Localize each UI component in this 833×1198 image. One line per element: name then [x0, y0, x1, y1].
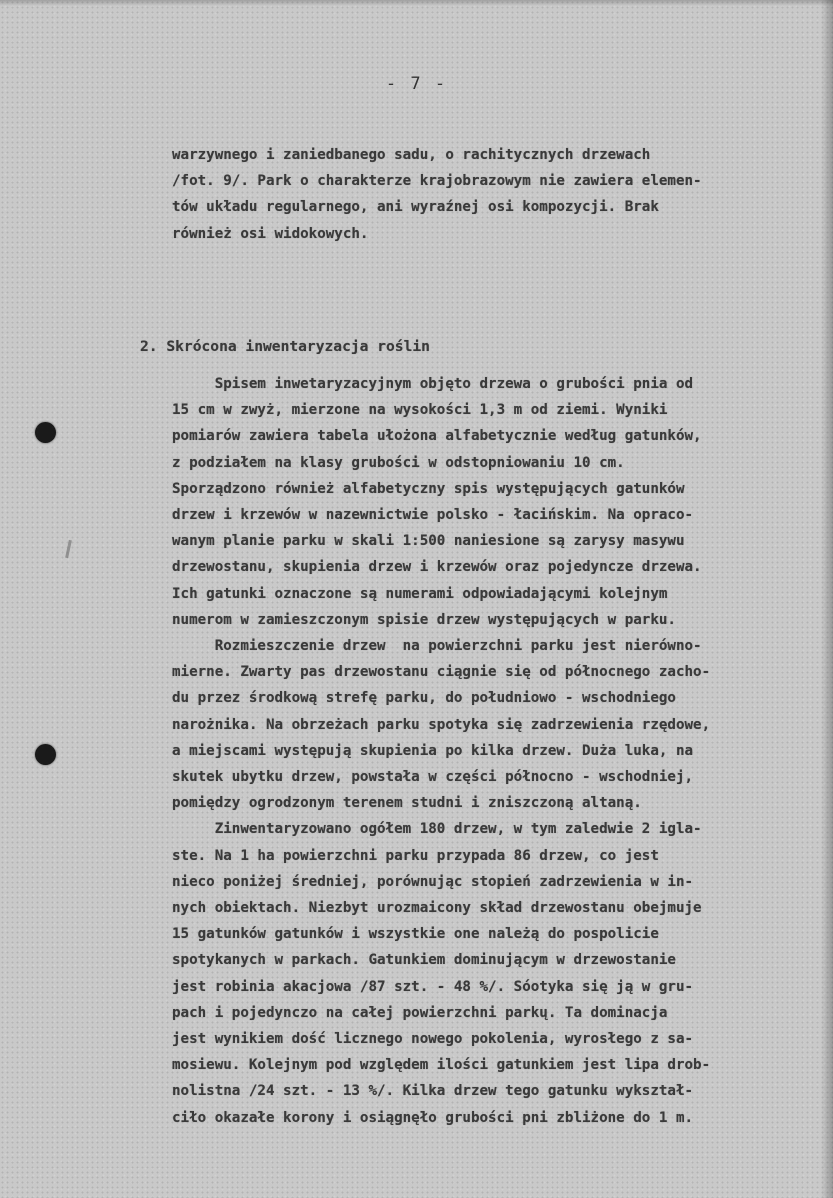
- intro-line: warzywnego i zaniedbanego sadu, o rachitycznych drzewach: [172, 147, 651, 163]
- body-line: z podziałem na klasy grubości w odstopniowaniu 10 cm.: [172, 454, 625, 471]
- body-line: drzewostanu, skupienia drzew i krzewów oraz pojedyncze drzewa.: [172, 559, 702, 576]
- intro-line: również osi widokowych.: [172, 225, 369, 242]
- body-line: Ich gatunki oznaczone są numerami odpowiadającymi kolejnym: [172, 585, 668, 602]
- body-line: 15 gatunków gatunków i wszystkie one należą do pospolicie: [172, 926, 659, 943]
- body-line: pach i pojedynczo na całej powierzchni parkų. Ta dominacja: [172, 1004, 668, 1021]
- margin-mark: [65, 540, 72, 558]
- body-line: mosiewu. Kolejnym pod względem ilości gatunkiem jest lipa drob-: [172, 1057, 711, 1074]
- body-line: nolistna /24 szt. - 13 %/. Kilka drzew tego gatunku wykształ-: [172, 1083, 694, 1100]
- page-number: - 7 -: [385, 74, 448, 94]
- body-line: Spisem inwetaryzacyjnym objęto drzewa o grubości pnia od: [172, 376, 694, 392]
- body-line: drzew i krzewów w nazewnictwie polsko - łacińskim. Na opraco-: [172, 507, 694, 524]
- body-line: ste. Na 1 ha powierzchni parku przypada 86 drzew, co jest: [172, 847, 659, 864]
- page-top-shadow: [0, 0, 833, 6]
- body-line: 15 cm w zwyż, mierzone na wysokości 1,3 m od ziemi. Wyniki: [172, 402, 668, 419]
- body-line: Sporządzono również alfabetyczny spis występujących gatunków: [172, 480, 685, 497]
- body-line: pomiędzy ogrodzonym terenem studni i zniszczoną altaną.: [172, 795, 642, 812]
- body-line: narożnika. Na obrzeżach parku spotyka się zadrzewienia rzędowe,: [172, 716, 711, 733]
- punch-hole-top: [35, 422, 56, 443]
- body-line: spotykanych w parkach. Gatunkiem dominującym w drzewostanie: [172, 952, 676, 969]
- body-line: mierne. Zwarty pas drzewostanu ciągnie się od północnego zacho-: [172, 664, 711, 681]
- body-line: ciło okazałe korony i osiągnęło grubości pni zbliżone do 1 m.: [172, 1109, 694, 1126]
- intro-line: /fot. 9/. Park o charakterze krajobrazowym nie zawiera elemen-: [172, 173, 702, 190]
- body-line: a miejscami występują skupienia po kilka drzew. Duża luka, na: [172, 742, 694, 759]
- body-line: wanym planie parku w skali 1:500 naniesione są zarysy masywu: [172, 533, 685, 550]
- body-line: Rozmieszczenie drzew na powierzchni parku jest nierówno-: [172, 638, 702, 655]
- intro-paragraph: [172, 142, 702, 247]
- intro-line: tów układu regularnego, ani wyraźnej osi kompozycji. Brak: [172, 199, 659, 216]
- punch-hole-bottom: [35, 744, 56, 765]
- body-line: jest robinia akacjowa /87 szt. - 48 %/. Sóotyka się ją w gru-: [172, 978, 694, 995]
- body-line: nieco poniżej średniej, porównując stopień zadrzewienia w in-: [172, 873, 694, 890]
- body-line: Zinwentaryzowano ogółem 180 drzew, w tym zaledwie 2 igla-: [172, 821, 702, 838]
- body-line: du przez środkową strefę parku, do południowo - wschodniego: [172, 690, 676, 707]
- body-line: jest wynikiem dość licznego nowego pokolenia, wyrosłego z sa-: [172, 1031, 694, 1048]
- body-line: pomiarów zawiera tabela ułożona alfabetycznie według gatunków,: [172, 428, 702, 445]
- page-right-shadow: [821, 0, 833, 1198]
- body-line: skutek ubytku drzew, powstała w części północno - wschodniej,: [172, 769, 694, 786]
- body-paragraphs: [172, 371, 710, 1131]
- body-line: nych obiektach. Niezbyt urozmaicony skład drzewostanu obejmuje: [172, 900, 702, 917]
- body-line: numerom w zamieszczonym spisie drzew występujących w parku.: [172, 611, 676, 628]
- section-heading: 2. Skrócona inwentaryzacja roślin: [140, 338, 430, 355]
